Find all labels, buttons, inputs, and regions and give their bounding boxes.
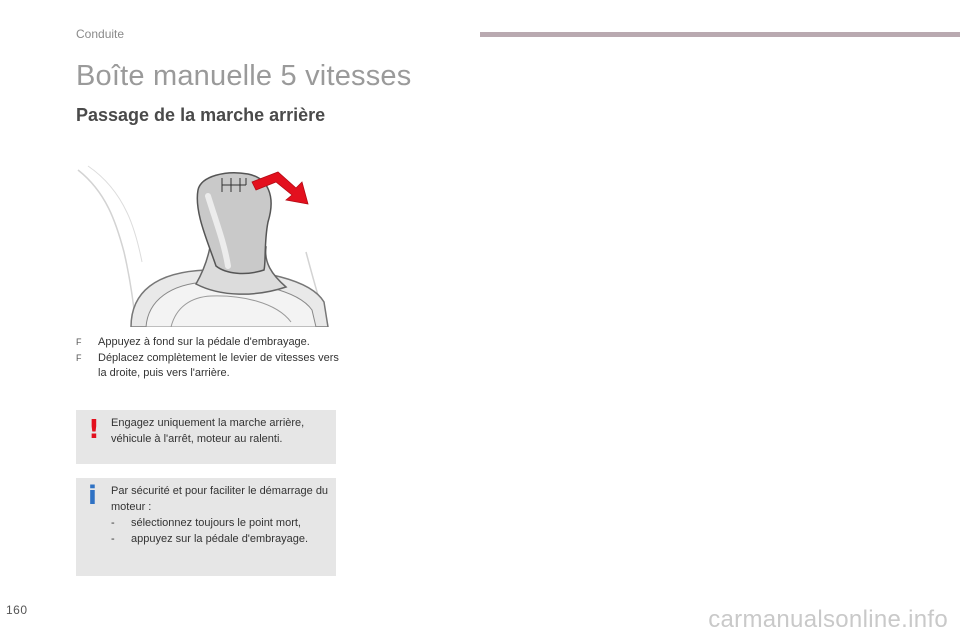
- console-outline: [88, 166, 142, 262]
- info-intro: Par sécurité et pour faciliter le démarrage du moteur :: [111, 485, 329, 513]
- list-item: [76, 351, 346, 382]
- page-title: Boîte manuelle 5 vitesses: [76, 60, 412, 92]
- info-icon: i: [88, 481, 97, 511]
- console-outline: [78, 170, 136, 327]
- list-item: [76, 335, 346, 351]
- warning-note: [76, 410, 336, 464]
- bullet-text: sélectionnez toujours le point mort,: [131, 517, 301, 529]
- info-note: [76, 478, 336, 576]
- list-item: [111, 515, 331, 531]
- list-item: [111, 531, 331, 547]
- warning-icon: !: [88, 415, 100, 445]
- steps-list: [76, 335, 346, 382]
- section-label: Conduite: [76, 27, 125, 41]
- header-accent-bar: [480, 32, 960, 37]
- dash-bullet: -: [111, 533, 115, 545]
- page-number: 160: [6, 603, 28, 617]
- checkbox-icon: F: [76, 352, 82, 363]
- warning-text: Engagez uniquement la marche arrière, véhicule à l'arrêt, moteur au ralenti.: [111, 417, 305, 445]
- info-text: [111, 483, 331, 547]
- watermark: carmanualsonline.info: [708, 606, 948, 633]
- step-text: Appuyez à fond sur la pédale d'embrayage.: [98, 336, 310, 348]
- section-heading: Passage de la marche arrière: [76, 105, 326, 125]
- bullet-text: appuyez sur la pédale d'embrayage.: [131, 533, 308, 545]
- gear-lever-illustration: [76, 162, 336, 327]
- step-text: Déplacez complètement le levier de vitesses vers la droite, puis vers l'arrière.: [98, 351, 339, 379]
- dash-bullet: -: [111, 517, 115, 529]
- checkbox-icon: F: [76, 337, 82, 347]
